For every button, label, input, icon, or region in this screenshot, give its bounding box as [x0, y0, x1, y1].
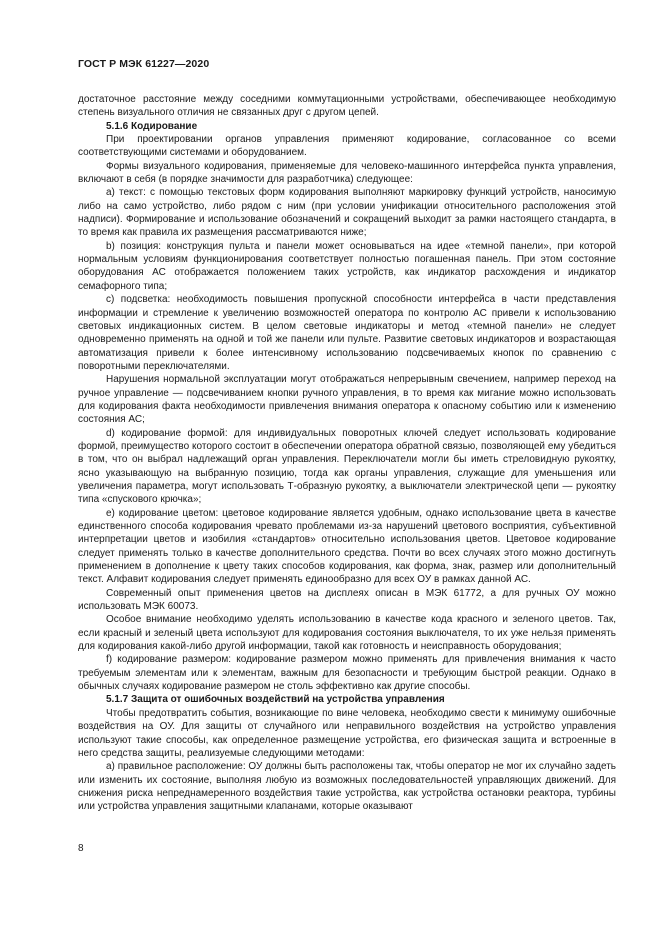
- list-item: e) кодирование цветом: цветовое кодирование является удобным, однако использование цвета в качестве единственного способа кодирования чревато проблемами из-за нарушений цветового восприятия, субъективной интерпретации цветов и изобилия «стандартов» относительно использования цветов. Цветовое кодирование следует применять только в качестве дополнительного средства. Почти во всех случаях этого можно достигнуть применением в дополнение к цвету таких способов кодирования, как форма, знак, размер или дополнительный текст. Алфавит кодирования следует применять единообразно для всех ОУ в рамках данной АС.: [78, 507, 616, 586]
- page-number: 8: [78, 843, 84, 854]
- paragraph: Чтобы предотвратить события, возникающие по вине человека, необходимо свести к минимуму ошибочные воздействия на ОУ. Для защиты от случайного или неправильного воздействия на устройство управления используют такие способы, как определенное размещение устройства, его физическая защита и встроенные в него средства защиты, реализуемые следующими методами:: [78, 707, 616, 759]
- document-body: [78, 93, 616, 814]
- list-item: b) позиция: конструкция пульта и панели может основываться на идее «темной панели», при которой нормальным условиям функционирования соответствует полностью погашенная панель. При этом состояние оборудования АС отображается положением таких устройств, как индикатор расхождения и индикатор семафорного типа;: [78, 240, 616, 292]
- paragraph: Формы визуального кодирования, применяемые для человеко-машинного интерфейса пункта управления, включают в себя (в порядке значимости для разработчика) следующее:: [78, 160, 616, 186]
- document-header: ГОСТ Р МЭК 61227—2020: [78, 58, 210, 70]
- list-item: c) подсветка: необходимость повышения пропускной способности интерфейса в части представления информации и стремление к увеличению возможностей оператора по контролю АС привели к использованию световых индикационных систем. В целом световые индикаторы и метод «темной панели» не следует одновременно применять на одной и той же панели или пульте. Развитие световых индикаторов и возрастающая автоматизация привели к более интенсивному использованию подсвечиваемых кнопок по сравнению с поворотными переключателями.: [78, 294, 616, 372]
- list-item: d) кодирование формой: для индивидуальных поворотных ключей следует использовать кодирование формой, преимущество которого состоит в обеспечении оператора обратной связью, позволяющей ему убедиться в том, что он выбрал надлежащий орган управления. Переключатели могли бы иметь стреловидную рукоятку, ясно указывающую на выбранную позицию, тогда как органы управления, служащие для уменьшения или увеличения параметра, могут использовать Т-образную рукоятку, а выключатели электрической цепи — рукоятку типа «спускового крючка»;: [78, 427, 616, 506]
- paragraph: Особое внимание необходимо уделять использованию в качестве кода красного и зеленого цветов. Так, если красный и зеленый цвета используют для кодирования состояния выключателя, то их уже нельзя применять для кодирования какой-либо другой информации, такой как готовность и неисправность оборудования;: [78, 614, 616, 653]
- section-heading: 5.1.6 Кодирование: [106, 120, 198, 132]
- paragraph: При проектировании органов управления применяют кодирование, согласованное со всеми соответствующими системами и оборудованием.: [78, 134, 616, 159]
- list-item: f) кодирование размером: кодирование размером можно применять для привлечения внимания к часто требуемым элементам или к элементам, важным для безопасности и требующим быстрой реакции. Однако в обычных случаях кодирование размером не столь эффективно как другие способы.: [78, 654, 616, 693]
- paragraph: достаточное расстояние между соседними коммутационными устройствами, обеспечивающее необходимую степень визуального отличия не связанных друг с другом цепей.: [78, 94, 616, 119]
- list-item: a) текст: с помощью текстовых форм кодирования выполняют маркировку функций устройств, наносимую либо на само устройство, либо рядом с ним (при условии унификации относительного расположения этой надписи). Формирование и использование обозначений и сокращений выходит за рамки настоящего стандарта, в то время как правила их размещения рассматриваются ниже;: [78, 187, 616, 239]
- paragraph: Современный опыт применения цветов на дисплеях описан в МЭК 61772, а для ручных ОУ можно использовать МЭК 60073.: [78, 587, 616, 613]
- section-heading: 5.1.7 Защита от ошибочных воздействий на устройства управления: [106, 694, 445, 706]
- list-item: a) правильное расположение: ОУ должны быть расположены так, чтобы оператор не мог их случайно задеть или изменить их состояние, выполняя любую из возможных последовательностей управляющих движений. Для снижения риска непреднамеренного воздействия такие устройства, как устройства остановки реактора, турбины или устройства управления защитными клапанами, которые оказывают: [78, 761, 616, 813]
- paragraph: Нарушения нормальной эксплуатации могут отображаться непрерывным свечением, например переход на ручное управление — подсвечиванием кнопки ручного управления, в то время как мигание можно использовать для кодирования факта необходимости привлечения внимания оператора к опасному событию или к изменению состояния АС;: [78, 374, 616, 426]
